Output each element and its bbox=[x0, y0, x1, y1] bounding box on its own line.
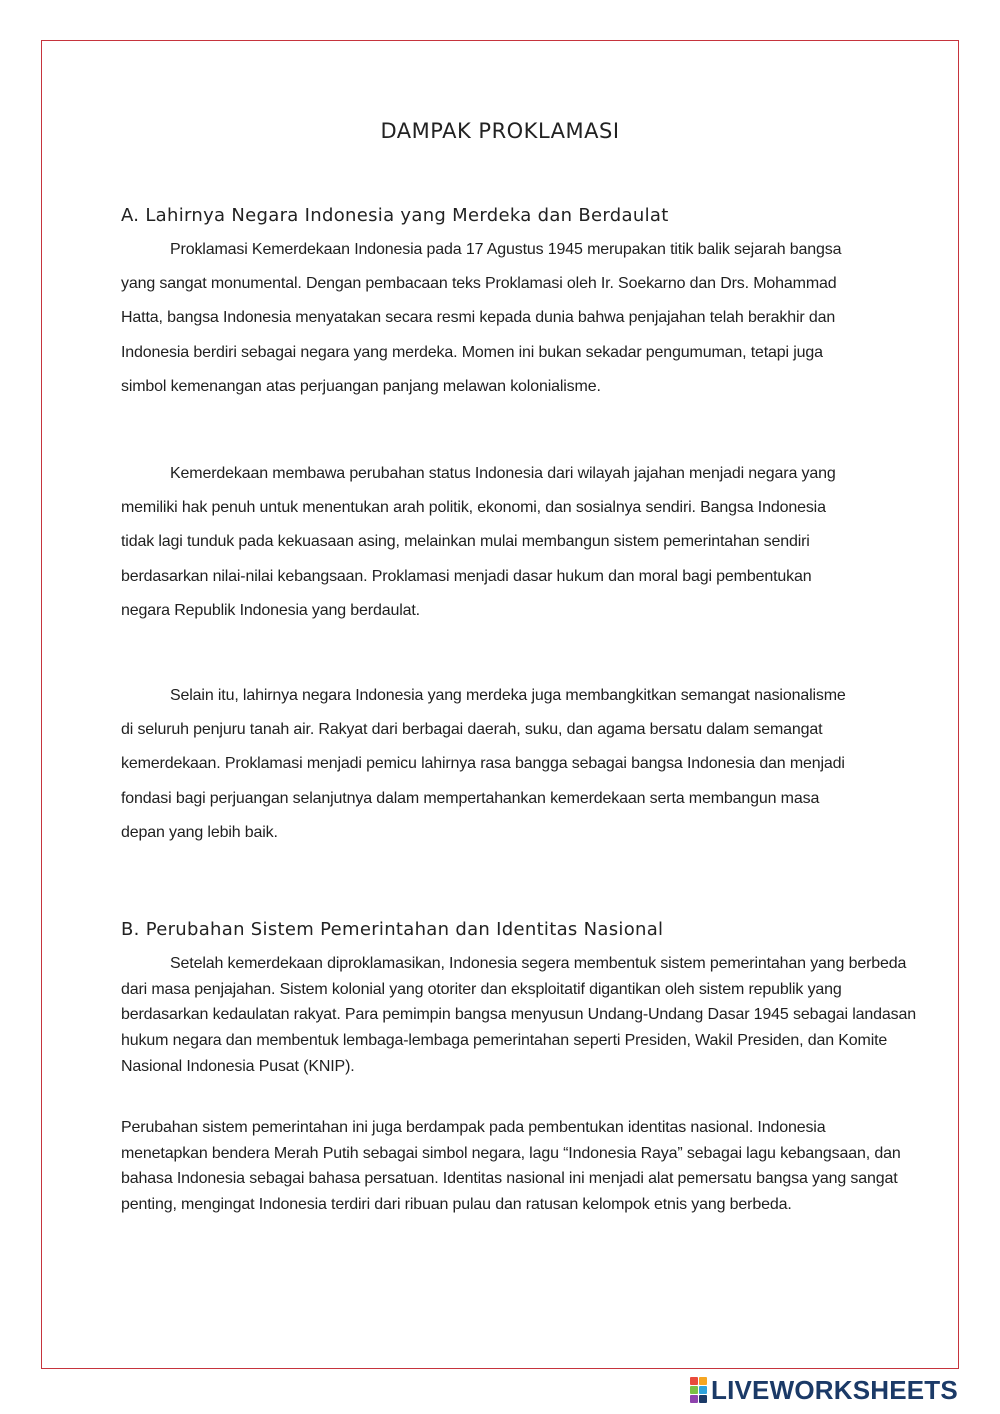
section-a-paragraph-1: Proklamasi Kemerdekaan Indonesia pada 17 Agustus 1945 merupakan titik balik sejarah bangsa yang sangat monumental. Dengan pembacaan teks Proklamasi oleh Ir. Soekarno dan Drs. Mohammad Hatta, bangsa Indonesia menyatakan secara resmi kepada dunia bahwa penjajahan telah berakhir dan Indonesia berdiri sebagai negara yang merdeka. Momen ini bukan sekadar pengumuman, tetapi juga simbol kemenangan atas perjuangan panjang melawan kolonialisme. bbox=[121, 241, 842, 395]
section-a-paragraph-3: Selain itu, lahirnya negara Indonesia yang merdeka juga membangkitkan semangat nasionalisme di seluruh penjuru tanah air. Rakyat dari berbagai daerah, suku, dan agama bersatu dalam semangat kemerdekaan. Proklamasi menjadi pemicu lahirnya rasa bangga sebagai bangsa Indonesia dan menjadi fondasi bagi perjuangan selanjutnya dalam mempertahankan kemerdekaan serta membangun masa depan yang lebih baik. bbox=[121, 687, 846, 841]
section-b-paragraph-2: Perubahan sistem pemerintahan ini juga berdampak pada pembentukan identitas nasional. Indonesia menetapkan bendera Merah Putih sebagai simbol negara, lagu “Indonesia Raya” sebagai lagu kebangsaan, dan bahasa Indonesia sebagai bahasa persatuan. Identitas nasional ini menjadi alat pemersatu bangsa yang sangat penting, mengingat Indonesia terdiri dari ribuan pulau dan ratusan kelompok etnis yang berbeda. bbox=[121, 1119, 901, 1214]
section-b-paragraph-1: Setelah kemerdekaan diproklamasikan, Indonesia segera membentuk sistem pemerintahan yang berbeda dari masa penjajahan. Sistem kolonial yang otoriter dan eksploitatif digantikan oleh sistem republik yang berdasarkan kedaulatan rakyat. Para pemimpin bangsa menyusun Undang-Undang Dasar 1945 sebagai landasan hukum negara dan membentuk lembaga-lembaga pemerintahan seperti Presiden, Wakil Presiden, dan Komite Nasional Indonesia Pusat (KNIP). bbox=[121, 955, 917, 1075]
section-a-heading: A. Lahirnya Negara Indonesia yang Merdeka dan Berdaulat bbox=[121, 205, 669, 226]
page-title: DAMPAK PROKLAMASI bbox=[380, 119, 620, 143]
section-a-paragraph-2: Kemerdekaan membawa perubahan status Indonesia dari wilayah jajahan menjadi negara yang memiliki hak penuh untuk menentukan arah politik, ekonomi, dan sosialnya sendiri. Bangsa Indonesia tidak lagi tunduk pada kekuasaan asing, melainkan mulai membangun sistem pemerintahan sendiri berdasarkan nilai-nilai kebangsaan. Proklamasi menjadi dasar hukum dan moral bagi pembentukan negara Republik Indonesia yang berdaulat. bbox=[121, 465, 836, 619]
section-b-heading: B. Perubahan Sistem Pemerintahan dan Identitas Nasional bbox=[121, 919, 664, 940]
liveworksheets-brand-text: LIVEWORKSHEETS bbox=[711, 1374, 958, 1405]
liveworksheets-logo bbox=[690, 1374, 958, 1406]
liveworksheets-logo-icon bbox=[690, 1377, 707, 1403]
